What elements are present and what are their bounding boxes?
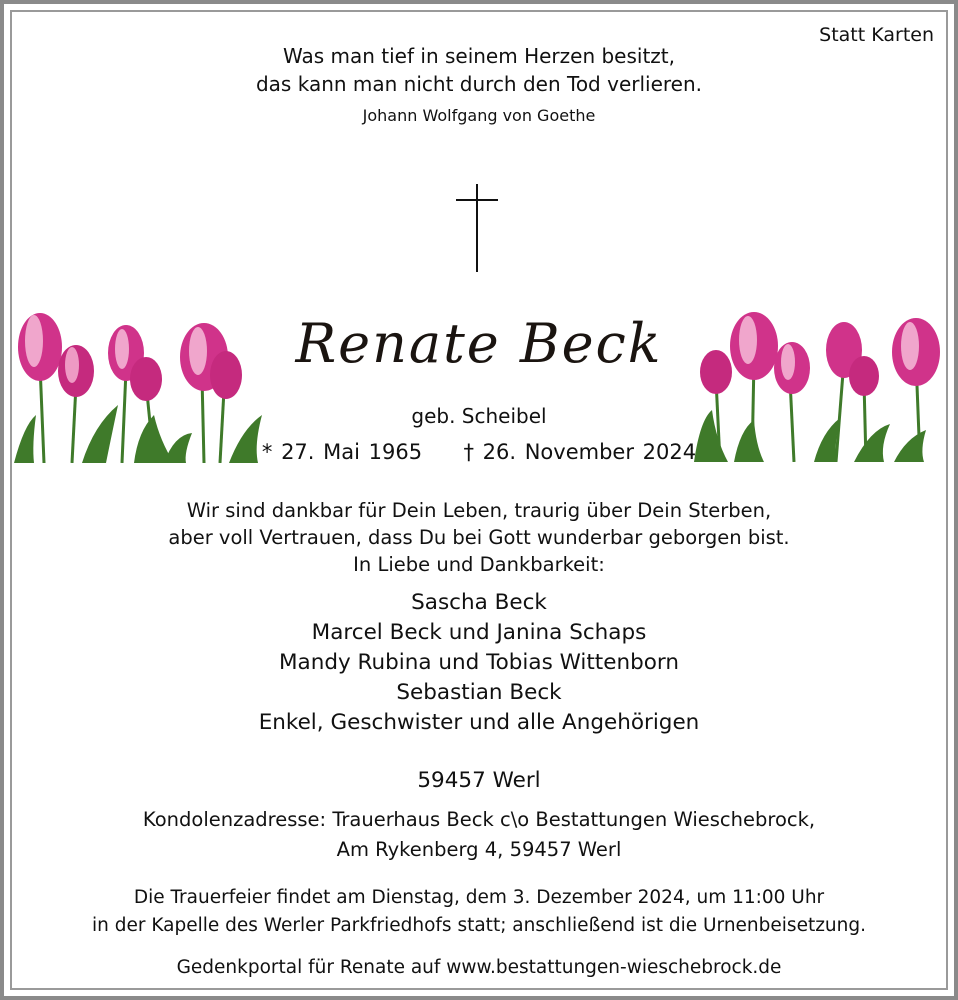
mourner-name: Sascha Beck [411,590,547,615]
death-date: † 26. November 2024 [463,440,697,464]
deceased-name: Renate Beck [295,312,663,375]
thanks-line-1: Wir sind dankbar für Dein Leben, traurig über Dein Sterben, [186,499,772,522]
city: 59457 Werl [417,768,541,793]
quote-line-1: Was man tief in seinem Herzen besitzt, [282,44,675,68]
quote-author: Johann Wolfgang von Goethe [362,106,596,125]
mourner-name: Sebastian Beck [396,680,562,705]
condolence-line-2: Am Rykenberg 4, 59457 Werl [336,838,622,861]
cross-icon [456,184,498,272]
birth-date: * 27. Mai 1965 [261,440,423,464]
condolence-line-1: Kondolenzadresse: Trauerhaus Beck c\o Bestattungen Wieschebrock, [142,808,816,831]
birth-name: geb. Scheibel [411,404,547,428]
service-line-2: in der Kapelle des Werler Parkfriedhofs statt; anschließend ist die Urnenbeisetzung. [92,915,866,936]
thanks-line-2: aber voll Vertrauen, dass Du bei Gott wunderbar geborgen bist. [168,526,790,549]
memorial-portal: Gedenkportal für Renate auf www.bestattungen-wieschebrock.de [176,957,782,978]
statt-karten-label: Statt Karten [819,24,934,46]
thanks-line-3: In Liebe und Dankbarkeit: [353,553,605,576]
mourner-name: Enkel, Geschwister und alle Angehörigen [258,710,700,735]
quote-line-2: das kann man nicht durch den Tod verlieren. [255,72,703,96]
service-line-1: Die Trauerfeier findet am Dienstag, dem 3. Dezember 2024, um 11:00 Uhr [133,887,825,908]
life-dates [0,440,958,464]
mourner-name: Marcel Beck und Janina Schaps [311,620,647,645]
mourner-name: Mandy Rubina und Tobias Wittenborn [279,650,679,675]
